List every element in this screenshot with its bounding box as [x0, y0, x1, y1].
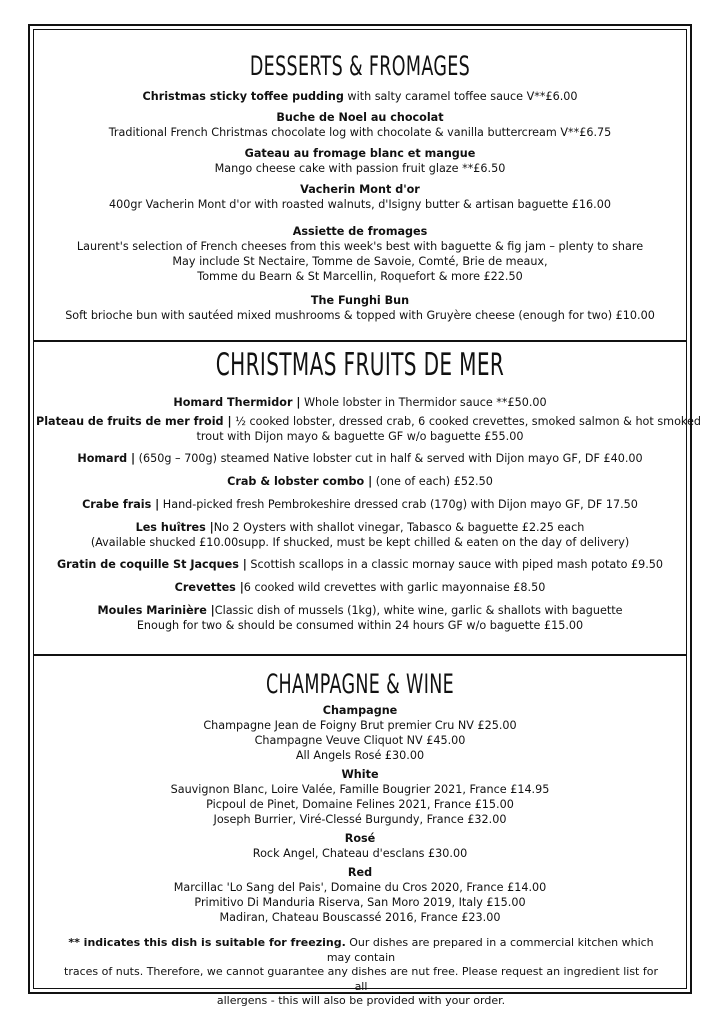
seafood-item: Homard Thermidor | Whole lobster in Thermidor sauce **£50.00 [173, 396, 547, 409]
freezing-note: ** indicates this dish is suitable for freezing. [68, 936, 346, 949]
wine-line: Sauvignon Blanc, Loire Valée, Famille Bougrier 2021, France £14.95 [170, 783, 550, 796]
seafood-item: Crevettes |6 cooked wild crevettes with garlic mayonnaise £8.50 [174, 581, 546, 594]
wine-category-title: White [341, 768, 379, 781]
dessert-item: Vacherin Mont d'or 400gr Vacherin Mont d'or with roasted walnuts, d'Isigny butter & artisan baguette £16.00 [109, 183, 611, 211]
seafood-item: Gratin de coquille St Jacques | Scottish scallops in a classic mornay sauce with piped mash potato £9.50 [56, 558, 664, 571]
wine-category-title: Red [347, 866, 373, 879]
wine-line: Champagne Veuve Cliquot NV £45.00 [254, 734, 466, 747]
section-divider [33, 654, 687, 656]
seafood-item: Plateau de fruits de mer froid | ½ cooked lobster, dressed crab, 6 cooked crevettes, smoked salmon & hot smoked trout with Dijon mayo & baguette GF w/o baguette £55.00 [36, 415, 701, 443]
seafood-section [36, 346, 701, 633]
wine-category [36, 832, 684, 861]
seafood-item: Les huîtres |No 2 Oysters with shallot vinegar, Tabasco & baguette £2.25 each (Available shucked £10.00supp. If shucked, must be kept chilled & eaten on the day of delivery) [90, 521, 630, 549]
section-divider [33, 340, 687, 342]
wine-line: Champagne Jean de Foigny Brut premier Cru NV £25.00 [203, 719, 517, 732]
wine-category [36, 866, 684, 925]
desserts-heading: DESSERTS & FROMAGES [249, 51, 471, 82]
wine-category [36, 768, 684, 827]
wine-line: Rock Angel, Chateau d'esclans £30.00 [252, 847, 468, 860]
wine-line: Joseph Burrier, Viré-Clessé Burgundy, France £32.00 [213, 813, 507, 826]
wine-line: All Angels Rosé £30.00 [295, 749, 425, 762]
wine-line: Marcillac 'Lo Sang del Pais', Domaine du Cros 2020, France £14.00 [173, 881, 547, 894]
dessert-item: The Funghi Bun Soft brioche bun with sautéed mixed mushrooms & topped with Gruyère cheese (enough for two) £10.00 [65, 294, 655, 322]
seafood-heading: CHRISTMAS FRUITS DE MER [215, 347, 505, 383]
wine-category-title: Rosé [344, 832, 376, 845]
wine-line: Madiran, Chateau Bouscassé 2016, France £23.00 [219, 911, 501, 924]
desserts-section [36, 50, 684, 323]
wine-line: Picpoul de Pinet, Domaine Felines 2021, France £15.00 [206, 798, 514, 811]
seafood-item: Crabe frais | Hand-picked fresh Pembrokeshire dressed crab (170g) with Dijon mayo GF, DF 17.50 [82, 498, 638, 511]
dessert-item: Assiette de fromages Laurent's selection of French cheeses from this week's best with baguette & fig jam – plenty to share May include St Nectaire, Tomme de Savoie, Comté, Brie de meaux, Tomme du Bearn & St Marcellin, Roquefort & more £22.50 [76, 225, 644, 283]
dessert-item: Christmas sticky toffee pudding with salty caramel toffee sauce V**£6.00 [142, 90, 578, 103]
allergen-notice: ** indicates this dish is suitable for freezing. Our dishes are prepared in a commercial kitchen which may contain traces of nuts. Therefore, we cannot guarantee any dishes are nut free. Please request an ingredient list for all allergens - this will also be provided with your order. [64, 936, 658, 1007]
seafood-item: Moules Marinière |Classic dish of mussels (1kg), white wine, garlic & shallots with baguette Enough for two & should be consumed within 24 hours GF w/o baguette £15.00 [97, 604, 623, 632]
wine-heading: CHAMPAGNE & WINE [265, 669, 455, 700]
wine-section [36, 668, 684, 925]
seafood-item: Homard | (650g – 700g) steamed Native lobster cut in half & served with Dijon mayo GF, DF £40.00 [77, 452, 643, 465]
dessert-item: Gateau au fromage blanc et mangue Mango cheese cake with passion fruit glaze **£6.50 [214, 147, 506, 175]
wine-category [36, 704, 684, 763]
dessert-item: Buche de Noel au chocolat Traditional French Christmas chocolate log with chocolate & vanilla buttercream V**£6.75 [108, 111, 612, 139]
seafood-item: Crab & lobster combo | (one of each) £52.50 [227, 475, 493, 488]
wine-category-title: Champagne [322, 704, 398, 717]
wine-line: Primitivo Di Manduria Riserva, San Moro 2019, Italy £15.00 [194, 896, 526, 909]
